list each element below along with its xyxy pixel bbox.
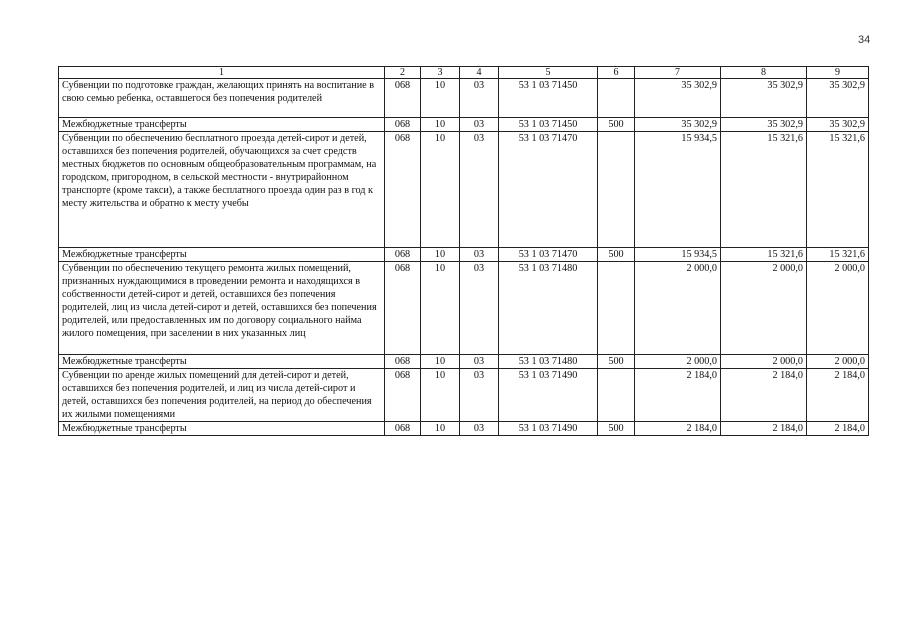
amount-cell: 15 321,6 xyxy=(807,248,869,262)
admin-code-cell: 068 xyxy=(385,132,421,248)
subsection-cell: 03 xyxy=(460,369,499,422)
amount-cell: 35 302,9 xyxy=(721,79,807,118)
amount-cell: 2 184,0 xyxy=(807,422,869,436)
table-header-row xyxy=(59,67,869,79)
column-header: 4 xyxy=(460,67,499,79)
column-header: 6 xyxy=(598,67,635,79)
expense-type-cell: 500 xyxy=(598,118,635,132)
table-row xyxy=(59,369,869,422)
amount-cell: 35 302,9 xyxy=(807,118,869,132)
admin-code-cell: 068 xyxy=(385,355,421,369)
page-number: 34 xyxy=(858,34,871,46)
amount-cell: 2 000,0 xyxy=(635,262,721,355)
target-article-cell: 53 1 03 71450 xyxy=(499,118,598,132)
target-article-cell: 53 1 03 71470 xyxy=(499,132,598,248)
row-name-cell: Субвенции по обеспечению бесплатного проезда детей-сирот и детей, оставшихся без попечения родителей, обучающихся за счет средств местных бюджетов по основным общеобразовательным программам, на городском, пригородном, в сельской местности - внутрирайонном транспорте (кроме такси), а также бесплатного проезда один раз в год к месту жительства и обратно к месту учебы xyxy=(59,132,385,248)
amount-cell: 2 184,0 xyxy=(807,369,869,422)
expense-type-cell xyxy=(598,262,635,355)
amount-cell: 15 321,6 xyxy=(721,132,807,248)
row-name-cell: Субвенции по подготовке граждан, желающих принять на воспитание в свою семью ребенка, оставшегося без попечения родителей xyxy=(59,79,385,118)
row-name-cell: Субвенции по обеспечению текущего ремонта жилых помещений, признанных нуждающимися в проведении ремонта и находящихся в собственности детей-сирот и детей, оставшихся без попечения родителей, лиц из числа детей-сирот и детей, оставшихся без попечения родителей, или предоставленных им по договору социального найма жилого помещения, при заселении в них указанных лиц xyxy=(59,262,385,355)
row-name-cell: Межбюджетные трансферты xyxy=(59,355,385,369)
admin-code-cell: 068 xyxy=(385,118,421,132)
amount-cell: 2 000,0 xyxy=(807,262,869,355)
amount-cell: 15 934,5 xyxy=(635,132,721,248)
subsection-cell: 03 xyxy=(460,132,499,248)
amount-cell: 35 302,9 xyxy=(635,118,721,132)
row-name-cell: Межбюджетные трансферты xyxy=(59,248,385,262)
expense-type-cell: 500 xyxy=(598,422,635,436)
amount-cell: 2 000,0 xyxy=(721,355,807,369)
subsection-cell: 03 xyxy=(460,248,499,262)
amount-cell: 2 184,0 xyxy=(721,369,807,422)
admin-code-cell: 068 xyxy=(385,262,421,355)
column-header: 8 xyxy=(721,67,807,79)
target-article-cell: 53 1 03 71490 xyxy=(499,422,598,436)
row-name-cell: Межбюджетные трансферты xyxy=(59,422,385,436)
target-article-cell: 53 1 03 71480 xyxy=(499,355,598,369)
admin-code-cell: 068 xyxy=(385,248,421,262)
amount-cell: 15 321,6 xyxy=(807,132,869,248)
table-row xyxy=(59,79,869,118)
expense-type-cell: 500 xyxy=(598,248,635,262)
column-header: 7 xyxy=(635,67,721,79)
amount-cell: 35 302,9 xyxy=(721,118,807,132)
amount-cell: 2 000,0 xyxy=(807,355,869,369)
table-row xyxy=(59,132,869,248)
table-row xyxy=(59,422,869,436)
target-article-cell: 53 1 03 71490 xyxy=(499,369,598,422)
section-cell: 10 xyxy=(421,79,460,118)
budget-table xyxy=(58,66,869,436)
subsection-cell: 03 xyxy=(460,118,499,132)
expense-type-cell xyxy=(598,79,635,118)
admin-code-cell: 068 xyxy=(385,79,421,118)
amount-cell: 2 184,0 xyxy=(721,422,807,436)
row-name-cell: Межбюджетные трансферты xyxy=(59,118,385,132)
amount-cell: 2 000,0 xyxy=(635,355,721,369)
column-header: 3 xyxy=(421,67,460,79)
admin-code-cell: 068 xyxy=(385,422,421,436)
column-header: 1 xyxy=(59,67,385,79)
section-cell: 10 xyxy=(421,355,460,369)
amount-cell: 2 000,0 xyxy=(721,262,807,355)
column-header: 2 xyxy=(385,67,421,79)
subsection-cell: 03 xyxy=(460,355,499,369)
admin-code-cell: 068 xyxy=(385,369,421,422)
section-cell: 10 xyxy=(421,248,460,262)
table-row xyxy=(59,118,869,132)
expense-type-cell xyxy=(598,369,635,422)
table-row xyxy=(59,262,869,355)
row-name-cell: Субвенции по аренде жилых помещений для детей-сирот и детей, оставшихся без попечения родителей, и лиц из числа детей-сирот и детей, оставшихся без попечения родителей, на период до обеспечения их жилыми помещениями xyxy=(59,369,385,422)
section-cell: 10 xyxy=(421,262,460,355)
amount-cell: 2 184,0 xyxy=(635,422,721,436)
subsection-cell: 03 xyxy=(460,79,499,118)
section-cell: 10 xyxy=(421,422,460,436)
expense-type-cell: 500 xyxy=(598,355,635,369)
target-article-cell: 53 1 03 71470 xyxy=(499,248,598,262)
amount-cell: 15 321,6 xyxy=(721,248,807,262)
table-row xyxy=(59,355,869,369)
amount-cell: 35 302,9 xyxy=(635,79,721,118)
expense-type-cell xyxy=(598,132,635,248)
section-cell: 10 xyxy=(421,132,460,248)
column-header: 9 xyxy=(807,67,869,79)
section-cell: 10 xyxy=(421,369,460,422)
column-header: 5 xyxy=(499,67,598,79)
subsection-cell: 03 xyxy=(460,262,499,355)
amount-cell: 35 302,9 xyxy=(807,79,869,118)
subsection-cell: 03 xyxy=(460,422,499,436)
section-cell: 10 xyxy=(421,118,460,132)
target-article-cell: 53 1 03 71450 xyxy=(499,79,598,118)
table-row xyxy=(59,248,869,262)
amount-cell: 15 934,5 xyxy=(635,248,721,262)
amount-cell: 2 184,0 xyxy=(635,369,721,422)
target-article-cell: 53 1 03 71480 xyxy=(499,262,598,355)
